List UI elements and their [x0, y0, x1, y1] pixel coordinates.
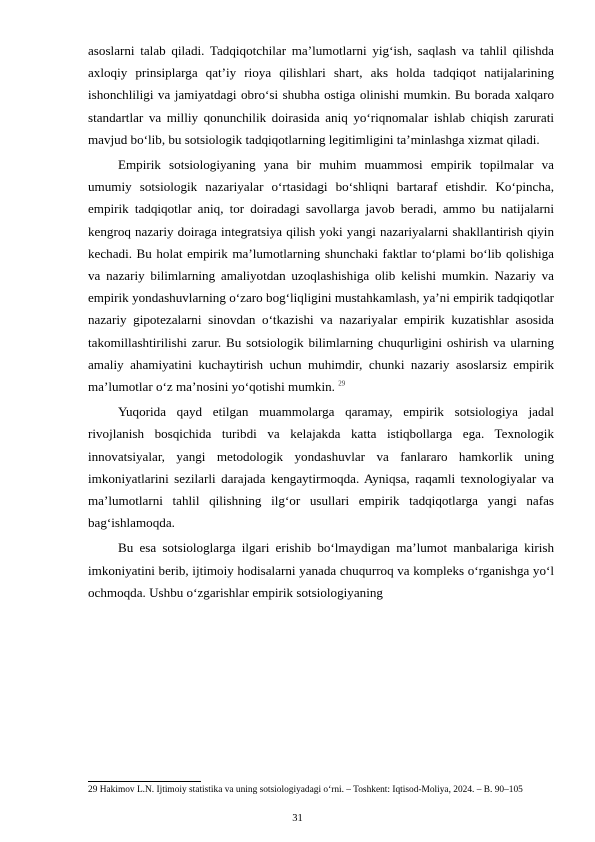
paragraph-1: asoslarni talab qiladi. Tadqiqotchilar ma’lumotlarni yig‘ish, saqlash va tahlil qilishda axloqiy prinsiplarga qat’iy rioya qilishlari shart, aks holda tadqiqot natijalarining ishonchliligi va jamiyatdagi obro‘si shubha ostiga olinishi mumkin. Bu borada xalqaro standartlar va milliy qonunchilik doirasida aniq yo‘riqnomalar ishlab chiqish zarurati mavjud bo‘lib, bu sotsiologik tadqiqotlarning legitimligini ta’minlashga xizmat qiladi.: [88, 43, 554, 147]
page-body: [88, 40, 554, 604]
footnote-divider: [88, 781, 201, 782]
page-number: 31: [292, 813, 303, 824]
paragraph-4: Bu esa sotsiologlarga ilgari erishib bo‘lmaydigan ma’lumot manbalariga kirish imkoniyatini berib, ijtimoiy hodisalarni yanada chuqurroq va kompleks o‘rganishga yo‘l ochmoqda. Ushbu o‘zgarishlar empirik sotsiologiyaning: [88, 540, 554, 600]
paragraph-2: [88, 154, 554, 398]
paragraph-3: Yuqorida qayd etilgan muammolarga qaramay, empirik sotsiologiya jadal rivojlanish bosqichida turibdi va kelajakda katta istiqbollarga ega. Texnologik innovatsiyalar, yangi metodologik yondashuvlar va fanlararo hamkorlik uning imkoniyatlarini sezilarli darajada kengaytirmoqda. Ayniqsa, raqamli texnologiyalar va ma’lumotlarni tahlil qilishning ilg‘or usullari empirik tadqiqotlarga yangi nafas bag‘ishlamoqda.: [88, 404, 554, 531]
footnote: 29 Hakimov L.N. Ijtimoiy statistika va uning sotsiologiyadagi o‘rni. – Toshkent: Iqtisod-Moliya, 2024. – B. 90–105: [88, 785, 523, 795]
footnote-reference: 29: [338, 379, 346, 388]
paragraph-2-text: Empirik sotsiologiyaning yana bir muhim muammosi empirik topilmalar va umumiy sotsiologik nazariyalar o‘rtasidagi bo‘shliqni bartaraf etishdir. Ko‘pincha, empirik tadqiqotlar aniq, tor doiradagi savollarga javob beradi, ammo bu natijalarni kengroq nazariy doiraga integratsiya qilish yoki yangi nazariyalarni shakllantirish qiyin kechadi. Bu holat empirik ma’lumotlarning shunchaki faktlar to‘plami bo‘lib qolishiga va nazariy bilimlarning amaliyotdan uzoqlashishiga olib kelishi mumkin. Nazariy va empirik yondashuvlarning o‘zaro bog‘liqligini mustahkamlash, ya’ni empirik tadqiqotlar nazariy gipotezalarni sinovdan o‘tkazishi va nazariyalar empirik kuzatishlar asosida takomillashtirilishi zarur. Bu sotsiologik bilimlarning chuqurligini oshirish va ularning amaliy ahamiyatini kuchaytirish uchun muhimdir, chunki nazariy asoslarsiz empirik ma’lumotlar o‘z ma’nosini yo‘qotishi mumkin.: [88, 157, 554, 395]
